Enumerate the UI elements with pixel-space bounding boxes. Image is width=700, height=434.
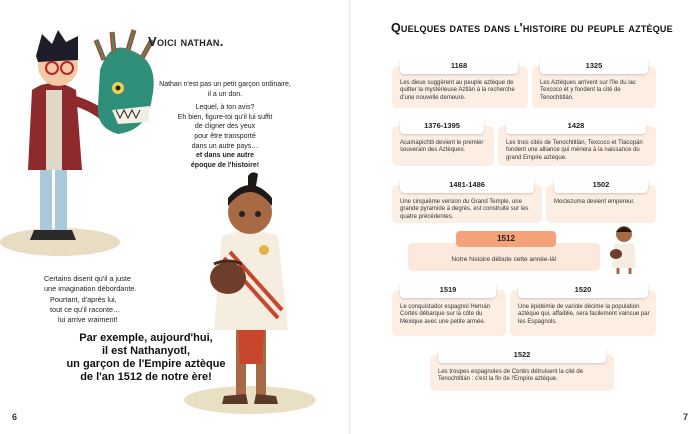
timeline-text: Le conquistador espagnol Hernán Cortés débarque sur la côte du Mexique avec une petite armée.: [400, 304, 491, 325]
timeline-card: [498, 121, 656, 166]
timeline-year: 1168: [400, 58, 518, 74]
headline-line: il est Nathanyotl,: [101, 345, 191, 357]
timeline-card: [532, 61, 656, 108]
timeline-card: [430, 350, 614, 391]
right-title: Quelques dates dans l'histoire du peuple aztèque: [391, 21, 673, 35]
timeline-card: [392, 180, 542, 223]
headline-text: [46, 332, 246, 384]
timeline-card: [392, 61, 528, 108]
timeline-text: Les troupes espagnoles de Cortés détruisent la cité de Tenochtitlán : c'est la fin de l'Empire aztèque.: [438, 369, 584, 383]
mask-icon: [96, 30, 154, 134]
timeline-year: 1376-1395: [400, 118, 484, 134]
doubt-line: une imagination débordante.: [44, 284, 137, 294]
intro-line: Lequel, à ton avis? Eh bien, figure-toi qu'il lui suffit de cligner des yeux pour être transporté dans un autre pays… et dans une autre époque de l'histoire!: [177, 104, 273, 169]
headline-line: Par exemple, aujourd'hui,: [79, 332, 213, 344]
headline-line: un garçon de l'Empire aztèque: [66, 358, 226, 370]
left-title: Voici nathan.: [148, 34, 224, 49]
timeline-card: [392, 285, 506, 336]
timeline-year: 1519: [400, 282, 496, 298]
page-gutter: [349, 0, 351, 434]
headline-line: de l'an 1512 de notre ère!: [80, 371, 212, 383]
timeline-text: Une cinquième version du Grand Temple, une grande pyramide à degrés, est construite sur les quatre précédentes.: [400, 199, 529, 220]
aztec-boy-small-icon: [604, 224, 640, 274]
intro-text: [150, 80, 300, 174]
timeline-year-highlight: 1512: [456, 231, 556, 247]
timeline-text: Les Aztèques arrivent sur l'île du lac Texcoco et y fondent la cité de Tenochtitlán.: [540, 80, 636, 101]
doubt-line: lui arrive vraiment!: [58, 315, 118, 325]
timeline-year: 1502: [554, 177, 648, 193]
doubt-line: Certains disent qu'il a juste: [44, 274, 131, 283]
timeline-text: Notre histoire débute cette année-là!: [451, 256, 557, 263]
timeline-card: [546, 180, 656, 223]
timeline-text: Les dieux suggèrent au peuple aztèque de quitter la mystérieuse Aztlán à la recherche d'une nouvelle demeure.: [400, 80, 515, 101]
highlight-card-1512: [408, 234, 600, 271]
doubt-text: [44, 274, 194, 325]
timeline-year: 1325: [540, 58, 648, 74]
timeline-text: Acamapichtli devient le premier souverain des Aztèques.: [400, 140, 484, 154]
nathan-illustration: [0, 10, 170, 260]
doubt-line: tout ce qu'il raconte…: [50, 304, 121, 314]
timeline-year: 1428: [506, 118, 646, 134]
timeline-year: 1522: [438, 347, 606, 363]
page-number-right: 7: [682, 412, 688, 422]
timeline-text: Les trois cités de Tenochtitlán, Texcoco et Tlacopán fondent une alliance qui mènera à la naissance du grand Empire aztèque.: [506, 140, 643, 161]
timeline-year: 1481-1486: [400, 177, 534, 193]
timeline-card: [510, 285, 656, 336]
intro-line: Nathan n'est pas un petit garçon ordinaire, il a un don.: [159, 81, 291, 98]
timeline-text: Moctezuma devient empereur.: [554, 199, 635, 205]
timeline-year: 1520: [518, 282, 648, 298]
page-number-left: 6: [12, 412, 18, 422]
timeline-card: [392, 121, 494, 166]
timeline-text: Une épidémie de variole décime la population aztèque qui, affaiblie, sera facilement vaincue par les Espagnols.: [518, 304, 650, 325]
doubt-line: Pourtant, d'après lui,: [50, 294, 117, 304]
